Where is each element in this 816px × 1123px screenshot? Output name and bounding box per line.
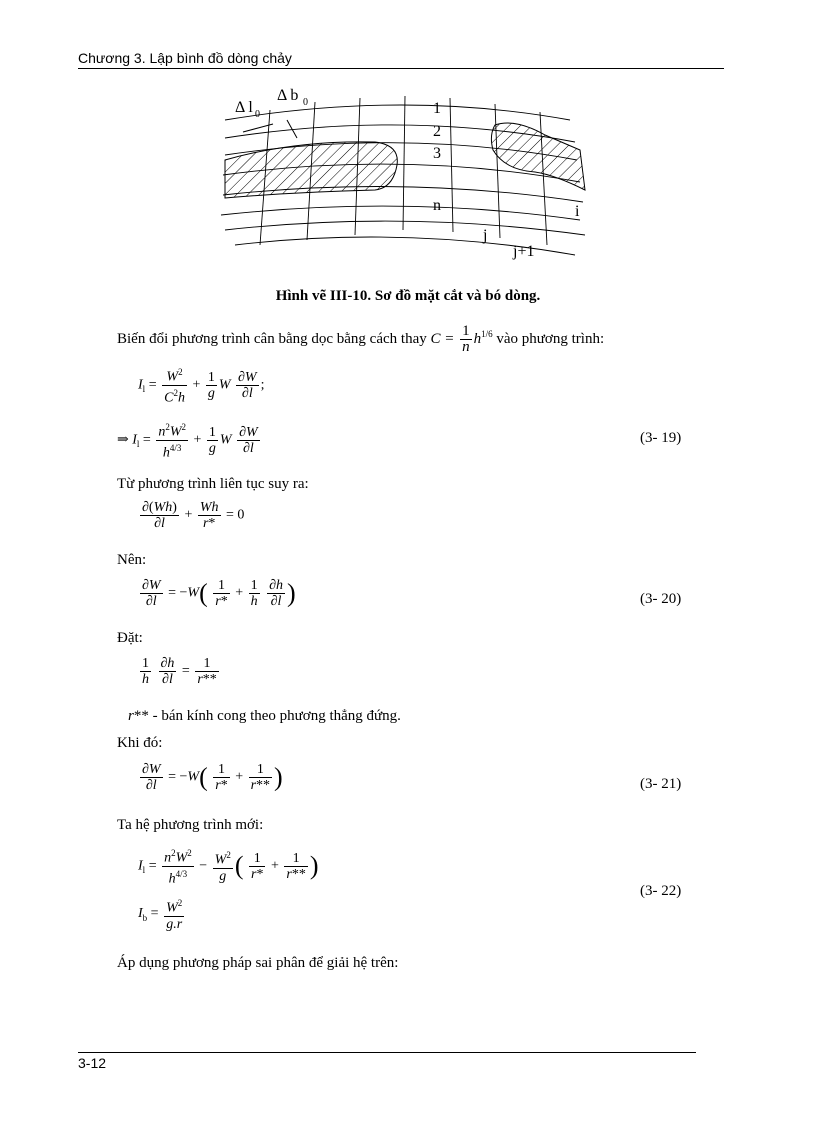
paragraph-2: Từ phương trình liên tục suy ra: — [117, 476, 309, 492]
paragraph-8: Áp dụng phương pháp sai phân để giải hệ trên: — [117, 955, 399, 971]
equation-number-21: (3- 21) — [640, 776, 682, 792]
label-line-j1: j+1 — [513, 243, 535, 260]
label-delta-b0: Δ b — [277, 87, 299, 104]
footer-rule — [78, 1052, 696, 1053]
label-line-2: 2 — [433, 123, 441, 140]
label-line-j: j — [483, 227, 488, 244]
equation-22-il: $I_l$ = $\frac{n^2W^2}{h^{4/3}}$ − $\frac{W^2}{g}$ ( $\frac{1}{r*}$ + $\frac{1}{r**}$ ) — [138, 848, 319, 887]
paragraph-7: Ta hệ phương trình mới: — [117, 817, 264, 833]
streamtube-diagram — [215, 80, 595, 260]
equation-21: $\frac{\partial W}{\partial l}$ = −W( $\frac{1}{r*}$ + $\frac{1}{r**}$ ) — [142, 762, 283, 793]
equation-definition: $\frac{1}{h}$ $\frac{\partial h}{\partial l}$ = $\frac{1}{r**}$ — [142, 656, 217, 687]
label-delta-b0-sub: 0 — [303, 97, 308, 108]
equation-il-1: $I_l$ = $\frac{W^2}{C^2h}$ + $\frac{1}{g}$ W $\frac{\partial W}{\partial l}$ ; — [138, 367, 265, 406]
label-delta-l0-sub: 0 — [255, 109, 260, 120]
page-number: 3-12 — [78, 1055, 107, 1071]
equation-number-22: (3- 22) — [640, 883, 682, 899]
equation-il-2: ⇒ $I_l$ = $\frac{n^2W^2}{h^{4/3}}$ + $\frac{1}{g}$ W $\frac{\partial W}{\partial l}$ — [117, 422, 258, 461]
paragraph-4: Đặt: — [117, 630, 143, 646]
chapter-header: Chương 3. Lập bình đồ dòng chảy — [78, 50, 292, 66]
header-rule — [78, 68, 724, 69]
equation-number-20: (3- 20) — [640, 591, 682, 607]
paragraph-5-text: - bán kính cong theo phương thẳng đứng. — [152, 708, 401, 724]
paragraph-6: Khi đó: — [117, 735, 163, 751]
label-line-n: n — [433, 197, 441, 214]
label-delta-l0: Δ l — [235, 99, 253, 116]
formula-c: C = $\frac{1}{n}$ $h^{1/6}$ — [430, 323, 493, 355]
label-line-3: 3 — [433, 145, 441, 162]
equation-continuity: $\frac{\partial(Wh)}{\partial l}$ + $\frac{Wh}{r*}$ = 0 — [142, 500, 245, 531]
paragraph-1 — [117, 324, 604, 355]
paragraph-1-text: Biến đổi phương trình cân bằng dọc bằng cách thay — [117, 330, 427, 347]
label-line-1: 1 — [433, 100, 441, 117]
figure-caption: Hình vẽ III-10. Sơ đồ mặt cắt và bó dòng. — [275, 288, 541, 304]
paragraph-5: r** - bán kính cong theo phương thẳng đứng. — [128, 708, 401, 724]
equation-20: $\frac{\partial W}{\partial l}$ = −W( $\frac{1}{r*}$ + $\frac{1}{h}$ $\frac{\partial h}{\partial l}$ ) — [142, 578, 296, 609]
equation-22-ib: $I_b$ = $\frac{W^2}{g.r}$ — [138, 898, 183, 932]
paragraph-3: Nên: — [117, 552, 147, 568]
label-line-i: i — [575, 203, 580, 220]
equation-number-19: (3- 19) — [640, 430, 682, 446]
paragraph-1-end: vào phương trình: — [496, 330, 605, 347]
